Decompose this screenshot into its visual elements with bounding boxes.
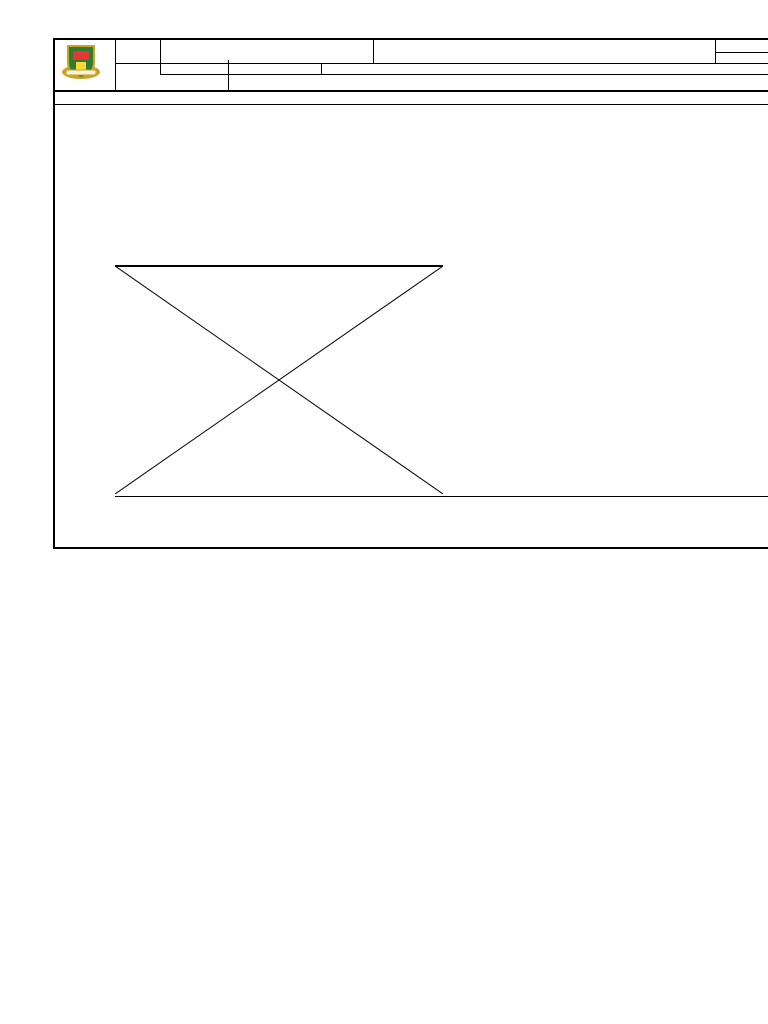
colhead-bottom-border (53, 104, 768, 105)
frame-bottom-border (53, 547, 768, 549)
project-divider (373, 38, 374, 64)
tarikh-divider (715, 38, 716, 64)
ketua-divider (160, 38, 161, 75)
logo-divider (115, 38, 116, 90)
school-crest-logo (60, 42, 102, 82)
objectives-top-border (115, 496, 768, 497)
frame-left-border (53, 38, 55, 548)
tarikh-sep (715, 52, 768, 53)
header-sep-2 (160, 74, 768, 75)
header-sep-1 (115, 63, 768, 64)
diagram-cross (115, 266, 443, 494)
colhead-top-border (53, 90, 768, 92)
anjakan-divider (228, 60, 229, 91)
